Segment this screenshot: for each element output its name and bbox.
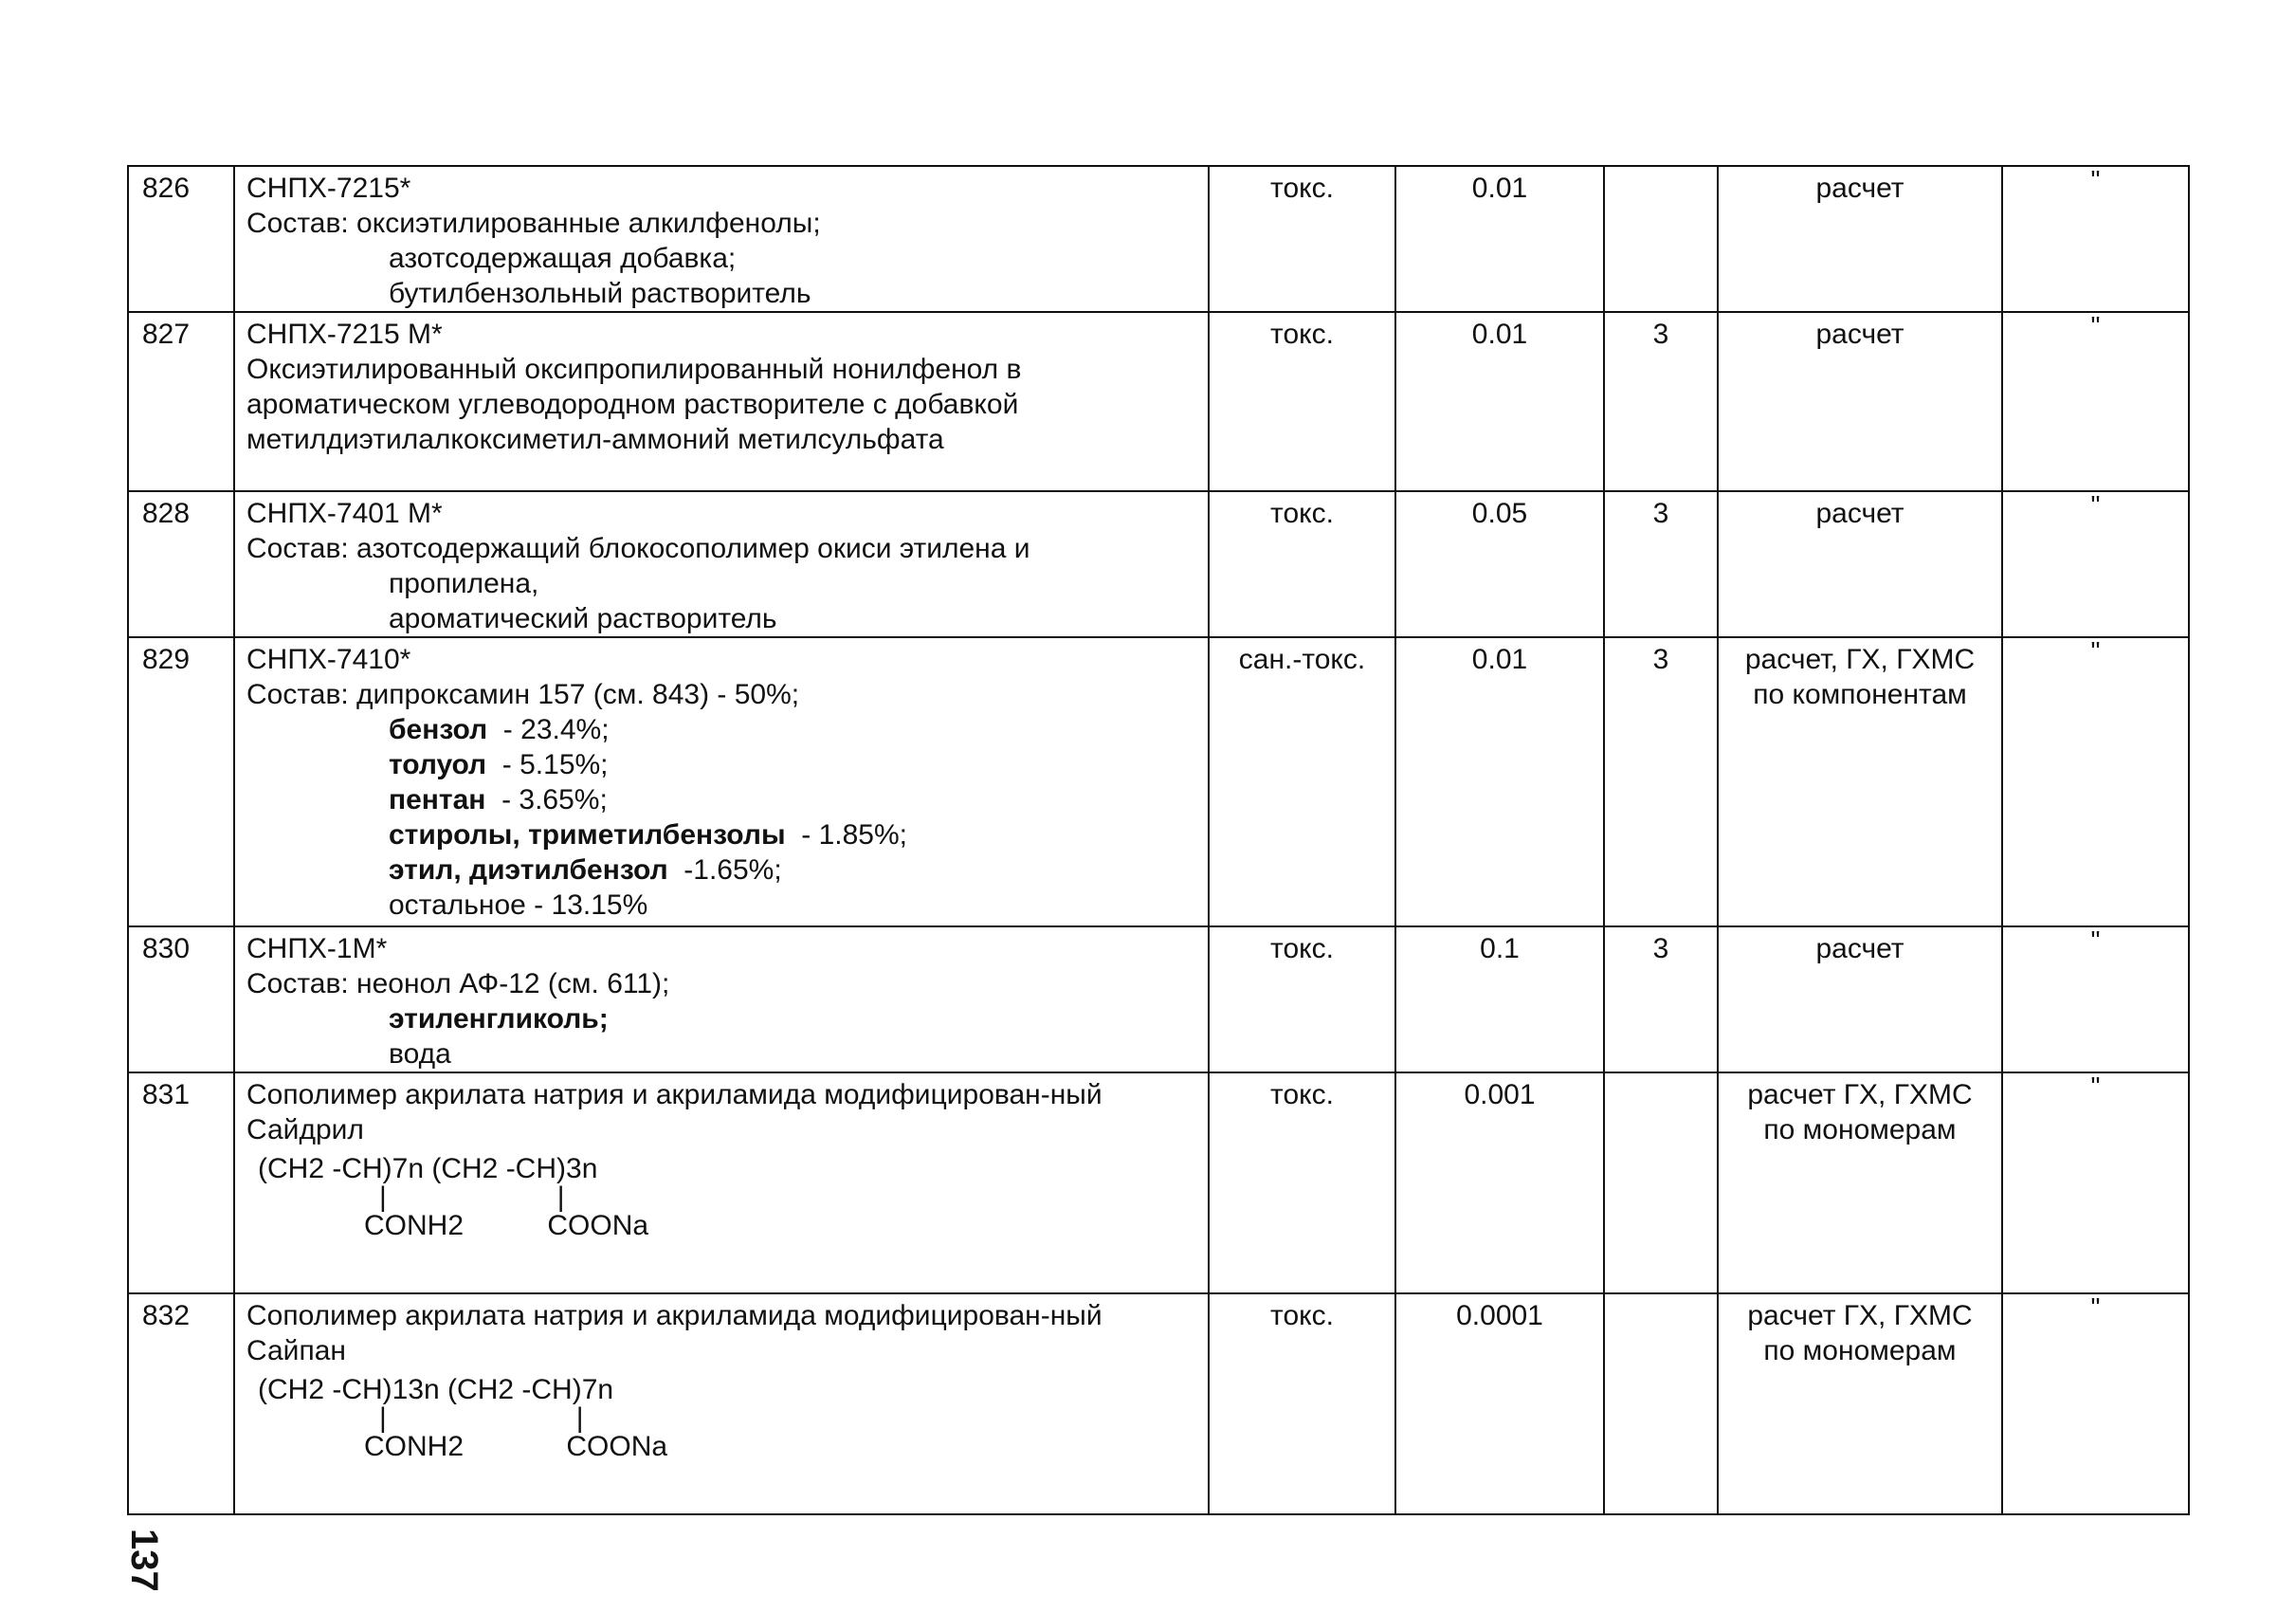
table-row: [128, 491, 2189, 637]
component-name: этил, диэтилбензол: [389, 854, 668, 886]
substance-description: [234, 491, 1209, 637]
analysis-method: расчет: [1718, 926, 2002, 1072]
hazard-class: 3: [1604, 637, 1718, 926]
composition-line: азотсодержащая добавка;: [389, 243, 737, 274]
component-share: - 3.65%;: [485, 784, 608, 815]
hazard-class: [1604, 166, 1718, 312]
hazard-indicator: токс.: [1209, 926, 1395, 1072]
composition-line: [246, 817, 1196, 852]
composition-line: этиленгликоль;: [389, 1003, 609, 1035]
analysis-method: расчет: [1718, 166, 2002, 312]
hazard-class: [1604, 1293, 1718, 1514]
row-number: 829: [128, 637, 234, 926]
row-number: 830: [128, 926, 234, 1072]
composition-line: [246, 782, 1196, 817]
composition-line: Оксиэтилированный оксипропилированный нонилфенол в: [246, 354, 1022, 385]
concentration-value: 0.1: [1395, 926, 1604, 1072]
composition-line: бутилбензольный растворитель: [389, 278, 811, 309]
substance-name: СНПХ-7401 М*: [246, 498, 443, 529]
composition-line: [246, 852, 1196, 888]
row-number: 832: [128, 1293, 234, 1514]
table-row: [128, 1293, 2189, 1514]
substance-table: [127, 165, 2190, 1515]
formula-bonds: ||: [379, 1182, 736, 1213]
component-share: - 23.4%;: [487, 714, 610, 745]
trade-name: Сайдрил: [246, 1114, 364, 1145]
substance-name: СНПХ-7215 М*: [246, 319, 443, 350]
substance-name: Сополимер акрилата натрия и акриламида модифицирован-ный: [246, 1079, 1102, 1110]
hazard-class: 3: [1604, 312, 1718, 491]
formula-main: (CH2 -CH)13n (CH2 -CH)7n: [258, 1374, 614, 1405]
concentration-value: 0.05: [1395, 491, 1604, 637]
formula-bonds: ||: [379, 1402, 774, 1434]
composition-line: Состав: азотсодержащий блокосополимер окиси этилена и: [246, 533, 1030, 564]
page-number: 137: [123, 1529, 165, 1592]
analysis-method: расчет: [1718, 491, 2002, 637]
formula-groups: [258, 1212, 1196, 1240]
component-share: - 5.15%;: [486, 749, 609, 780]
composition-line: ароматический растворитель: [389, 603, 777, 634]
row-number: 826: [128, 166, 234, 312]
ditto-mark: ": [2002, 312, 2189, 491]
substance-name: СНПХ-7215*: [246, 173, 411, 204]
composition-line: Состав: оксиэтилированные алкилфенолы;: [246, 208, 821, 239]
composition-line: ароматическом углеводородном растворителе с добавкой: [246, 389, 1019, 420]
formula-main: (CH2 -CH)7n (CH2 -CH)3n: [258, 1153, 598, 1184]
ditto-mark: ": [2002, 166, 2189, 312]
analysis-method: расчет ГХ, ГХМС по мономерам: [1718, 1293, 2002, 1514]
component-share: -1.65%;: [667, 854, 782, 886]
analysis-method: расчет ГХ, ГХМС по мономерам: [1718, 1072, 2002, 1293]
ditto-mark: ": [2002, 926, 2189, 1072]
structural-formula: [246, 1155, 1196, 1240]
hazard-indicator: токс.: [1209, 166, 1395, 312]
analysis-method: расчет, ГХ, ГХМС по компонентам: [1718, 637, 2002, 926]
substance-name: СНПХ-7410*: [246, 644, 411, 675]
formula-group-1: CONH2: [364, 1210, 465, 1241]
composition-line: [246, 747, 1196, 782]
composition-line: вода: [389, 1038, 451, 1070]
hazard-indicator: токс.: [1209, 1072, 1395, 1293]
substance-description: [234, 1293, 1209, 1514]
component-name: бензол: [389, 714, 488, 745]
hazard-indicator: токс.: [1209, 312, 1395, 491]
substance-name: СНПХ-1М*: [246, 933, 388, 964]
ditto-mark: ": [2002, 637, 2189, 926]
concentration-value: 0.01: [1395, 166, 1604, 312]
table-row: [128, 926, 2189, 1072]
composition-line: пропилена,: [389, 568, 539, 599]
formula-group-2: COONa: [547, 1210, 649, 1241]
concentration-value: 0.0001: [1395, 1293, 1604, 1514]
table-row: [128, 166, 2189, 312]
table-row: [128, 637, 2189, 926]
composition-line: метилдиэтилалкоксиметил-аммоний метилсульфата: [246, 424, 944, 455]
concentration-value: 0.001: [1395, 1072, 1604, 1293]
component-name: стиролы, триметилбензолы: [389, 819, 786, 851]
row-number: 828: [128, 491, 234, 637]
row-number: 831: [128, 1072, 234, 1293]
ditto-mark: ": [2002, 1293, 2189, 1514]
row-number: 827: [128, 312, 234, 491]
hazard-class: 3: [1604, 491, 1718, 637]
ditto-mark: ": [2002, 1072, 2189, 1293]
hazard-indicator: токс.: [1209, 491, 1395, 637]
composition-line: [246, 712, 1196, 747]
hazard-class: [1604, 1072, 1718, 1293]
formula-groups: [258, 1433, 1196, 1461]
substance-description: [234, 1072, 1209, 1293]
composition-line: Состав: дипроксамин 157 (см. 843) - 50%;: [246, 679, 800, 710]
formula-group-1: CONH2: [364, 1431, 465, 1462]
component-name: толуол: [389, 749, 487, 780]
table-row: [128, 1072, 2189, 1293]
concentration-value: 0.01: [1395, 637, 1604, 926]
formula-group-2: COONa: [566, 1431, 668, 1462]
trade-name: Сайпан: [246, 1335, 346, 1366]
substance-description: [234, 637, 1209, 926]
substance-name: Сополимер акрилата натрия и акриламида модифицирован-ный: [246, 1300, 1102, 1331]
concentration-value: 0.01: [1395, 312, 1604, 491]
composition-line: остальное - 13.15%: [389, 889, 648, 921]
substance-description: [234, 166, 1209, 312]
component-name: пентан: [389, 784, 486, 815]
component-share: - 1.85%;: [785, 819, 907, 851]
hazard-indicator: сан.-токс.: [1209, 637, 1395, 926]
hazard-class: 3: [1604, 926, 1718, 1072]
table-row: [128, 312, 2189, 491]
substance-description: [234, 312, 1209, 491]
substance-description: [234, 926, 1209, 1072]
ditto-mark: ": [2002, 491, 2189, 637]
hazard-indicator: токс.: [1209, 1293, 1395, 1514]
analysis-method: расчет: [1718, 312, 2002, 491]
structural-formula: [246, 1376, 1196, 1461]
composition-line: Состав: неонол АФ-12 (см. 611);: [246, 968, 670, 999]
